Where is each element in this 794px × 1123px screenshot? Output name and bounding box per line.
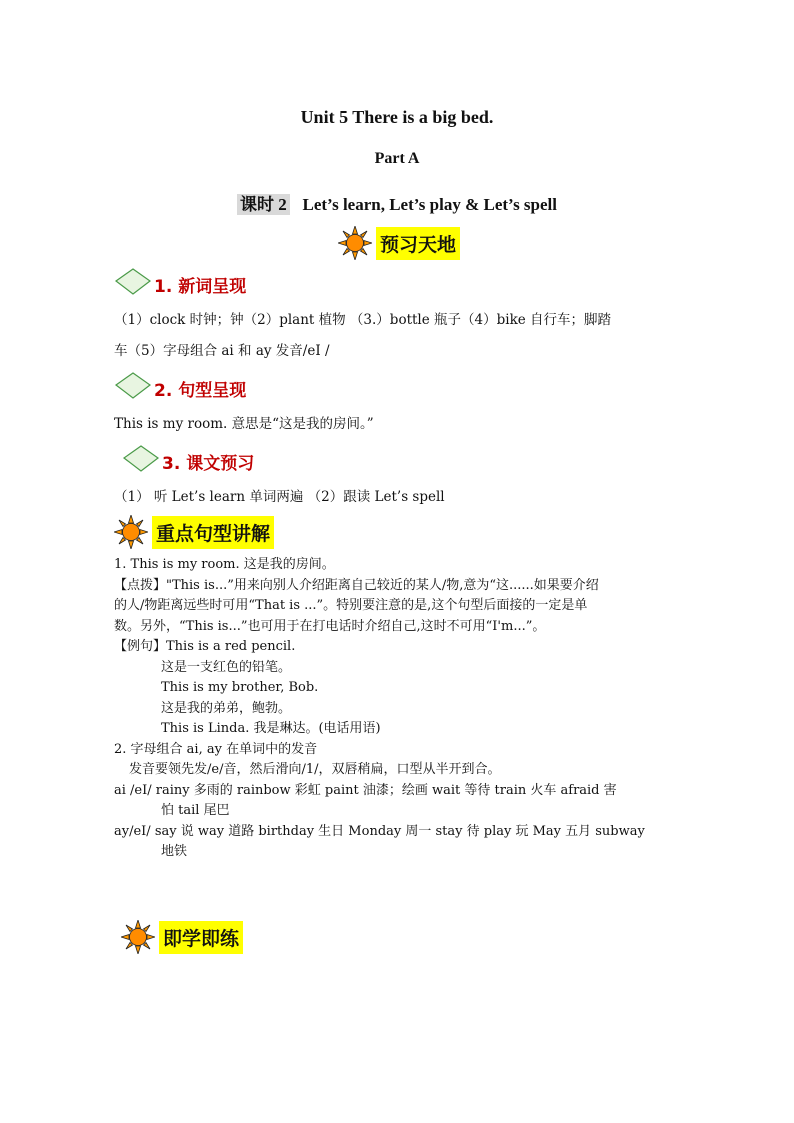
text-line: 这是一支红色的铅笔。 (161, 659, 292, 675)
practice-heading (121, 920, 243, 954)
part-label: Part A (374, 150, 420, 167)
text-line: 地铁 (161, 844, 188, 859)
section-heading-label: 2. 句型呈现 (154, 381, 247, 401)
text-line: （1）clock 时钟；钟（2）plant 植物 （3.）bottle 瓶子（4）bike 自行车；脚踏 (114, 312, 612, 328)
text-line: ai /eI/ rainy 多雨的 rainbow 彩虹 paint 油漆；绘画 wait 等待 train 火车 afraid 害 (114, 782, 617, 798)
section-sentence-body (114, 409, 684, 440)
diamond-icon (114, 267, 152, 297)
text-line: 1. This is my room. 这是我的房间。 (114, 557, 335, 572)
text-line: 2. 字母组合 ai, ay 在单词中的发音 (114, 741, 318, 757)
practice-heading-label: 即学即练 (159, 921, 243, 954)
section-preview-heading (122, 444, 254, 474)
section-heading-label: 1. 新词呈现 (154, 277, 247, 297)
text-line: （1） 听 Let’s learn 单词两遍 （2）跟读 Let’s spell (114, 489, 445, 505)
lesson-title (0, 190, 794, 215)
sun-icon (121, 920, 155, 954)
text-line: 【例句】This is a red pencil. (114, 639, 296, 654)
section-new-words-body (114, 305, 694, 367)
text-line: This is my room. 意思是“这是我的房间。” (114, 416, 374, 432)
diamond-icon (122, 444, 160, 474)
text-line: 的人/物距离远些时可用“That is ...”。特别要注意的是,这个句型后面接的一定是单 (114, 598, 588, 613)
text-line: This is my brother, Bob. (161, 680, 319, 695)
preview-heading (338, 226, 460, 260)
text-line: 发音要领先发/e/音，然后滑向/1/，双唇稍扁，口型从半开到合。 (129, 762, 501, 777)
section-sentence-heading (114, 371, 246, 401)
sun-icon (338, 226, 372, 260)
text-line: This is Linda. 我是琳达。(电话用语) (161, 721, 381, 736)
text-line: 【点拨】"This is...”用来向别人介绍距离自己较近的某人/物,意为“这......如果要介绍 (114, 577, 599, 593)
key-points-heading (114, 515, 274, 549)
text-line: 这是我的弟弟，鲍勃。 (161, 700, 292, 716)
section-preview-body (114, 482, 684, 513)
preview-heading-label: 预习天地 (376, 227, 460, 260)
page-title: Unit 5 There is a big bed. (300, 107, 494, 127)
text-line: 车（5）字母组合 ai 和 ay 发音/eI / (114, 343, 330, 359)
lesson-label: 课时 2 (237, 194, 290, 215)
text-line: ay/eI/ say 说 way 道路 birthday 生日 Monday 周一 stay 待 play 玩 May 五月 subway (114, 823, 645, 839)
section-heading-label: 3. 课文预习 (162, 454, 255, 474)
text-line: 怕 tail 尾巴 (161, 803, 230, 818)
key-points-body (114, 555, 689, 863)
diamond-icon (114, 371, 152, 401)
section-new-words-heading (114, 267, 246, 297)
text-line: 数。另外，“This is...”也可用于在打电话时介绍自己,这时不可用“I'm...”。 (114, 618, 546, 634)
lesson-topic: Let’s learn, Let’s play & Let’s spell (302, 195, 557, 214)
key-points-heading-label: 重点句型讲解 (152, 516, 274, 549)
sun-icon (114, 515, 148, 549)
